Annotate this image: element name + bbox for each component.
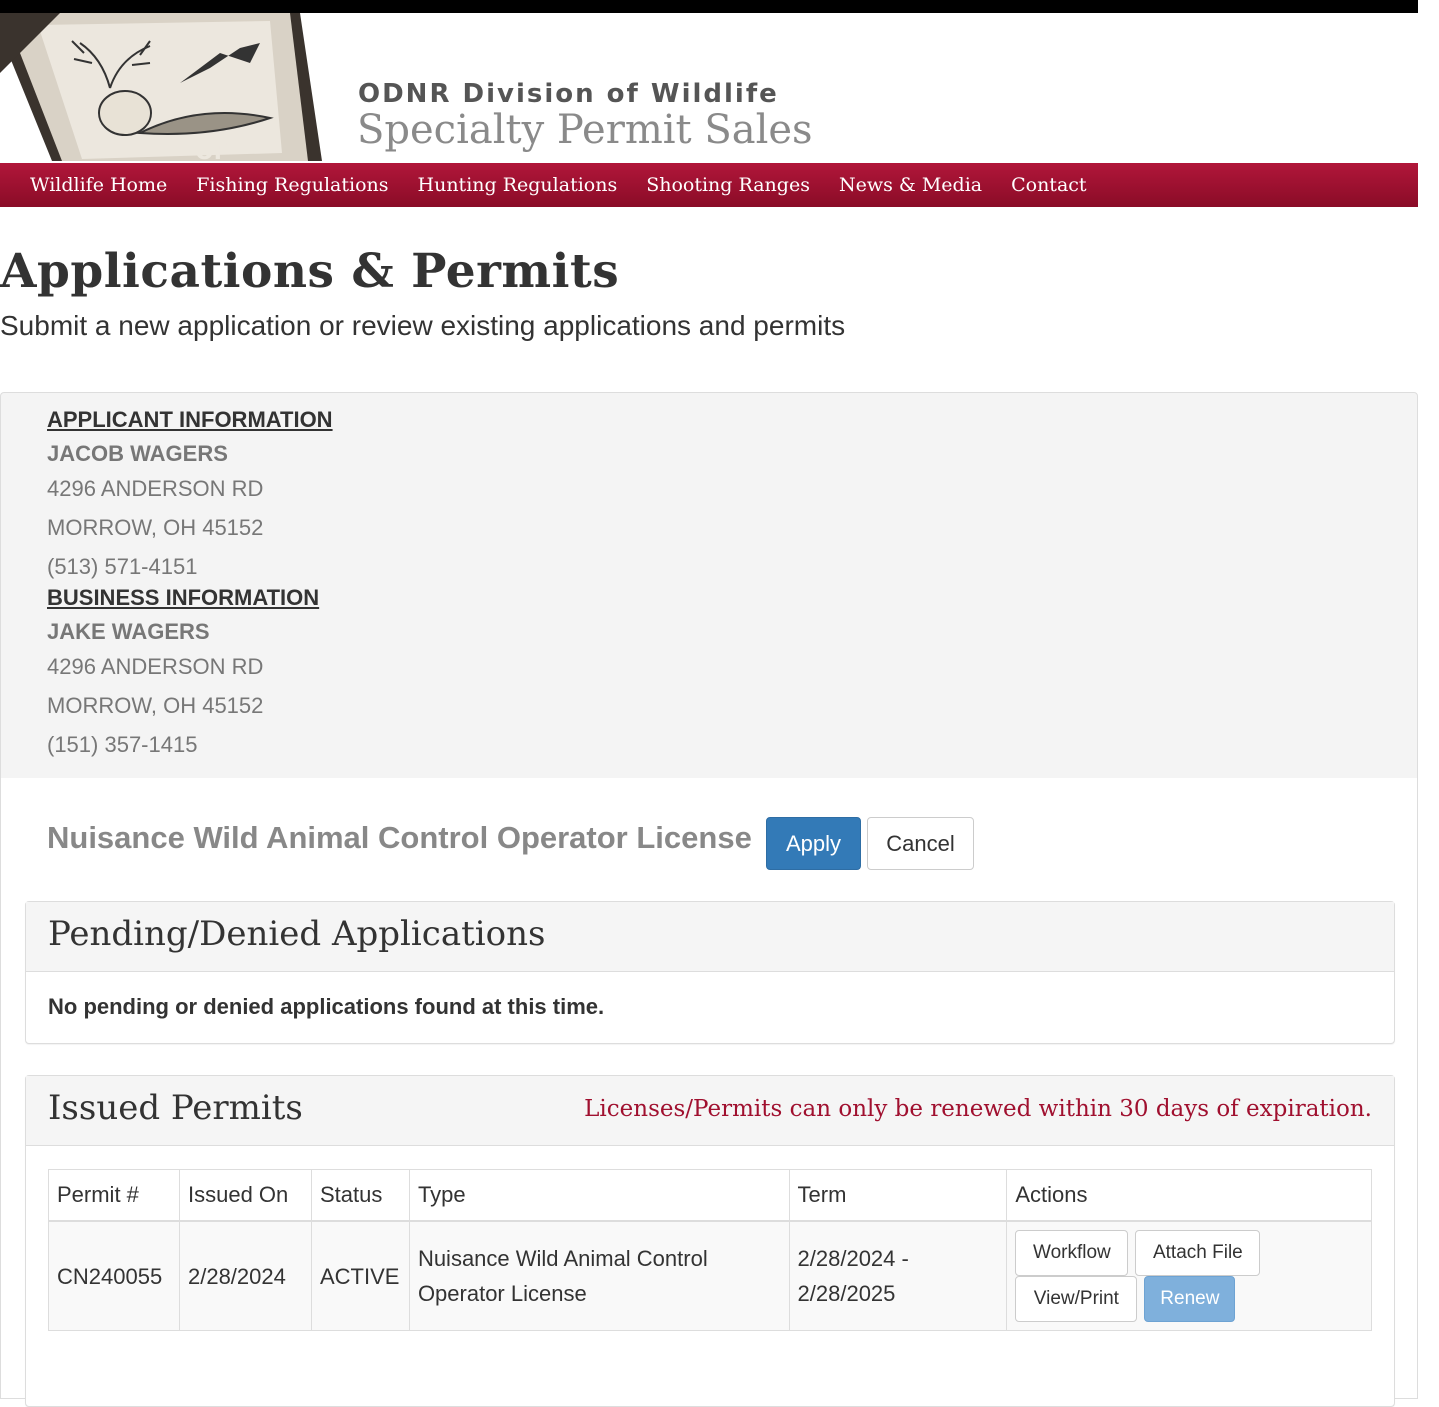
permit-number: CN240055 (49, 1221, 180, 1331)
issued-permits-panel (25, 1075, 1395, 1407)
applicant-name: JACOB WAGERS (47, 441, 228, 466)
table-header-row (49, 1170, 1372, 1222)
column-header-status: Status (311, 1170, 409, 1222)
brand-site-title: Specialty Permit Sales (357, 107, 813, 153)
pending-panel-title: Pending/Denied Applications (48, 914, 546, 954)
top-bar (0, 0, 1418, 13)
permit-type: Nuisance Wild Animal Control Operator License (409, 1221, 789, 1331)
issued-panel-header (26, 1076, 1394, 1146)
column-header-term: Term (789, 1170, 1007, 1222)
applicant-business-panel (0, 392, 1418, 780)
svg-text:OF: OF (195, 140, 229, 161)
permit-actions (1007, 1221, 1372, 1331)
brand-division: ODNR Division of Wildlife (358, 79, 779, 109)
license-title: Nuisance Wild Animal Control Operator License (47, 820, 752, 855)
page-subtitle: Submit a new application or review existing applications and permits (0, 310, 846, 341)
issued-panel-title: Issued Permits (48, 1088, 303, 1128)
nav-news-media[interactable]: News & Media (838, 174, 983, 196)
permit-term: 2/28/2024 - 2/28/2025 (789, 1221, 1007, 1331)
nav-contact[interactable]: Contact (1011, 174, 1087, 196)
page-title: Applications & Permits (0, 244, 620, 299)
pending-applications-panel (25, 901, 1395, 1044)
table-row (49, 1221, 1372, 1331)
cancel-button[interactable]: Cancel (867, 817, 974, 870)
actions-group (1015, 1230, 1363, 1322)
business-info (47, 583, 319, 766)
renew-button[interactable]: Renew (1144, 1276, 1235, 1322)
issued-permits-table (48, 1169, 1372, 1331)
business-phone: (151) 357-1415 (47, 732, 198, 757)
business-address2: MORROW, OH 45152 (47, 693, 264, 718)
column-header-issued-on: Issued On (179, 1170, 311, 1222)
applicant-heading: APPLICANT INFORMATION (47, 407, 333, 432)
nav-shooting-ranges[interactable]: Shooting Ranges (646, 174, 810, 196)
business-address1: 4296 ANDERSON RD (47, 654, 264, 679)
applicant-info (47, 405, 333, 588)
main-nav (0, 163, 1418, 207)
nav-hunting-regulations[interactable]: Hunting Regulations (417, 174, 618, 196)
view-print-button[interactable]: View/Print (1015, 1276, 1137, 1322)
applicant-address1: 4296 ANDERSON RD (47, 476, 264, 501)
issued-on: 2/28/2024 (179, 1221, 311, 1331)
site-header (0, 13, 1418, 163)
applicant-phone: (513) 571-4151 (47, 554, 198, 579)
business-heading: BUSINESS INFORMATION (47, 585, 320, 610)
workflow-button[interactable]: Workflow (1015, 1230, 1128, 1276)
column-header-permit: Permit # (49, 1170, 180, 1222)
business-name: JAKE WAGERS (47, 619, 210, 644)
attach-file-button[interactable]: Attach File (1135, 1230, 1260, 1276)
applicant-address2: MORROW, OH 45152 (47, 515, 264, 540)
column-header-type: Type (409, 1170, 789, 1222)
nav-wildlife-home[interactable]: Wildlife Home (30, 174, 168, 196)
column-header-actions: Actions (1007, 1170, 1372, 1222)
odnr-logo-icon[interactable] (0, 13, 322, 161)
permit-status: ACTIVE (311, 1221, 409, 1331)
nav-fishing-regulations[interactable]: Fishing Regulations (196, 174, 389, 196)
pending-panel-header (26, 902, 1394, 972)
permits-main-panel (0, 778, 1418, 1399)
apply-button[interactable]: Apply (766, 817, 861, 870)
renewal-note: Licenses/Permits can only be renewed within 30 days of expiration. (584, 1096, 1372, 1122)
pending-empty-message: No pending or denied applications found at this time. (48, 994, 605, 1019)
